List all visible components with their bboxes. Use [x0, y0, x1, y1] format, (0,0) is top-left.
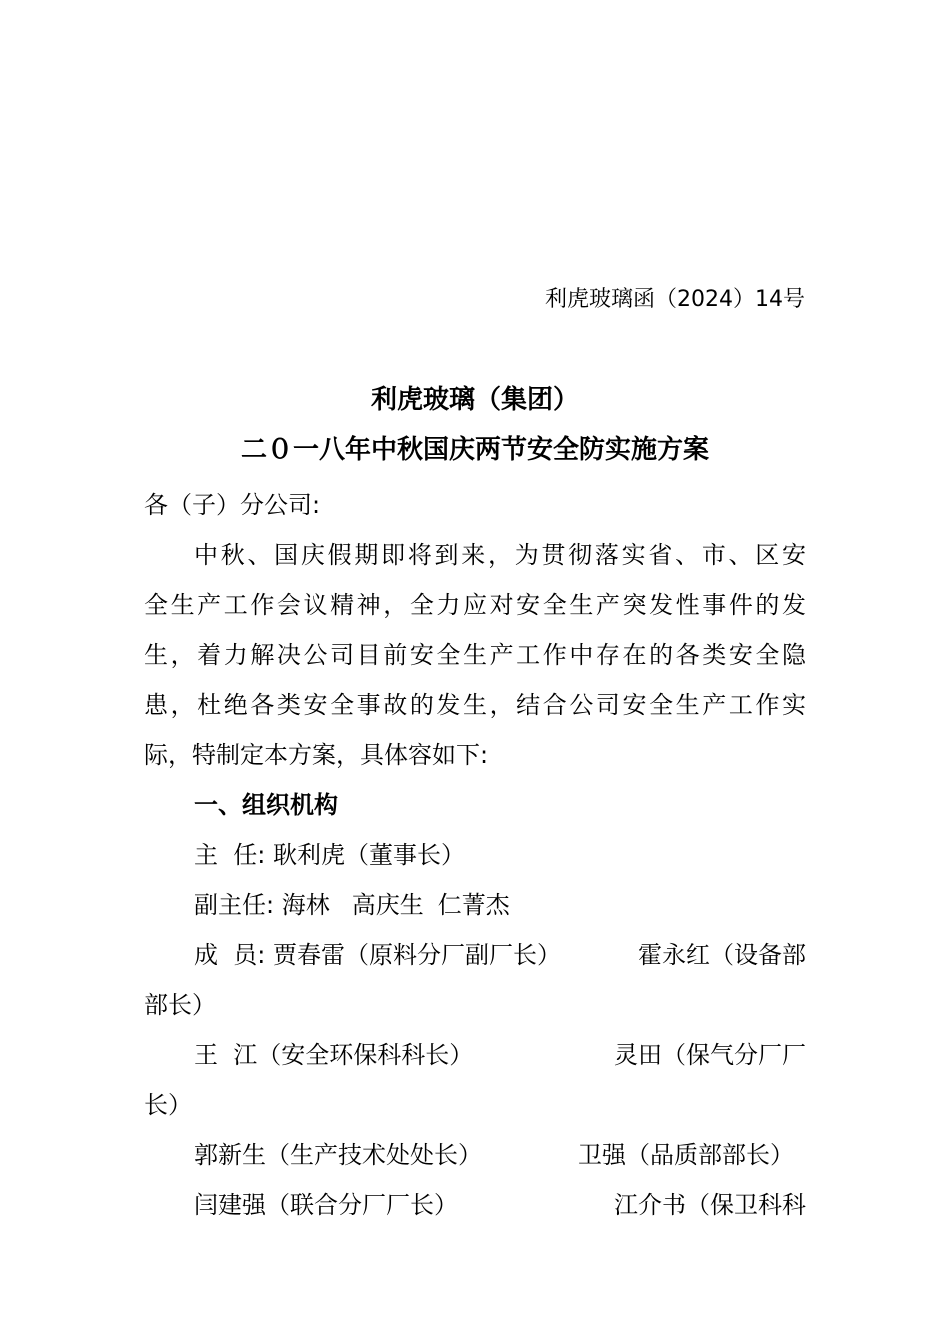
member-row [144, 1180, 806, 1230]
members-label: 成 员: [194, 941, 273, 969]
salutation: 各（子）分公司: [144, 491, 321, 519]
deputy-name: 高庆生 [351, 891, 424, 919]
member-right: 江介书（保卫科科 [614, 1191, 806, 1219]
member-row [144, 1030, 806, 1080]
member-continuation: 部长） [144, 991, 216, 1019]
deputy-name: 仁菁杰 [437, 891, 510, 919]
director-line: 主 任: 耿利虎（董事长） [194, 841, 465, 869]
member-row [144, 930, 806, 980]
intro-line: 际，特制定本方案，具体容如下: [144, 741, 489, 769]
document-title-line-1: 利虎玻璃（集团） [370, 385, 579, 415]
member-left: 闫建强（联合分厂厂长） [194, 1191, 458, 1219]
intro-line: 患，杜绝各类安全事故的发生，结合公司安全生产工作实 [144, 691, 806, 719]
member-row [144, 1130, 806, 1180]
intro-line: 全生产工作会议精神，全力应对安全生产突发性事件的发 [144, 591, 806, 619]
member-continuation: 长） [144, 1091, 192, 1119]
document-number: 利虎玻璃函（2024）14号 [545, 287, 805, 312]
intro-line: 生，着力解决公司目前安全生产工作中存在的各类安全隐 [144, 641, 806, 669]
section-heading: 一、组织机构 [194, 791, 338, 819]
member-right: 霍永红（设备部 [638, 941, 806, 969]
document-title-line-2: 二０一八年中秋国庆两节安全防实施方案 [240, 435, 709, 465]
deputy-name: 海林 [281, 891, 330, 919]
member-left: 贾春雷（原料分厂副厂长） [272, 941, 561, 969]
intro-line: 中秋、国庆假期即将到来，为贯彻落实省、市、区安 [194, 541, 806, 569]
member-left: 郭新生（生产技术处处长） [194, 1141, 482, 1169]
member-right: 灵田（保气分厂厂 [614, 1041, 806, 1069]
document-body [144, 480, 806, 1230]
deputy-line [144, 880, 806, 930]
deputy-label: 副主任: [194, 891, 282, 919]
member-left: 王 江（安全环保科科长） [194, 1041, 474, 1069]
member-right: 卫强（品质部部长） [578, 1141, 794, 1169]
